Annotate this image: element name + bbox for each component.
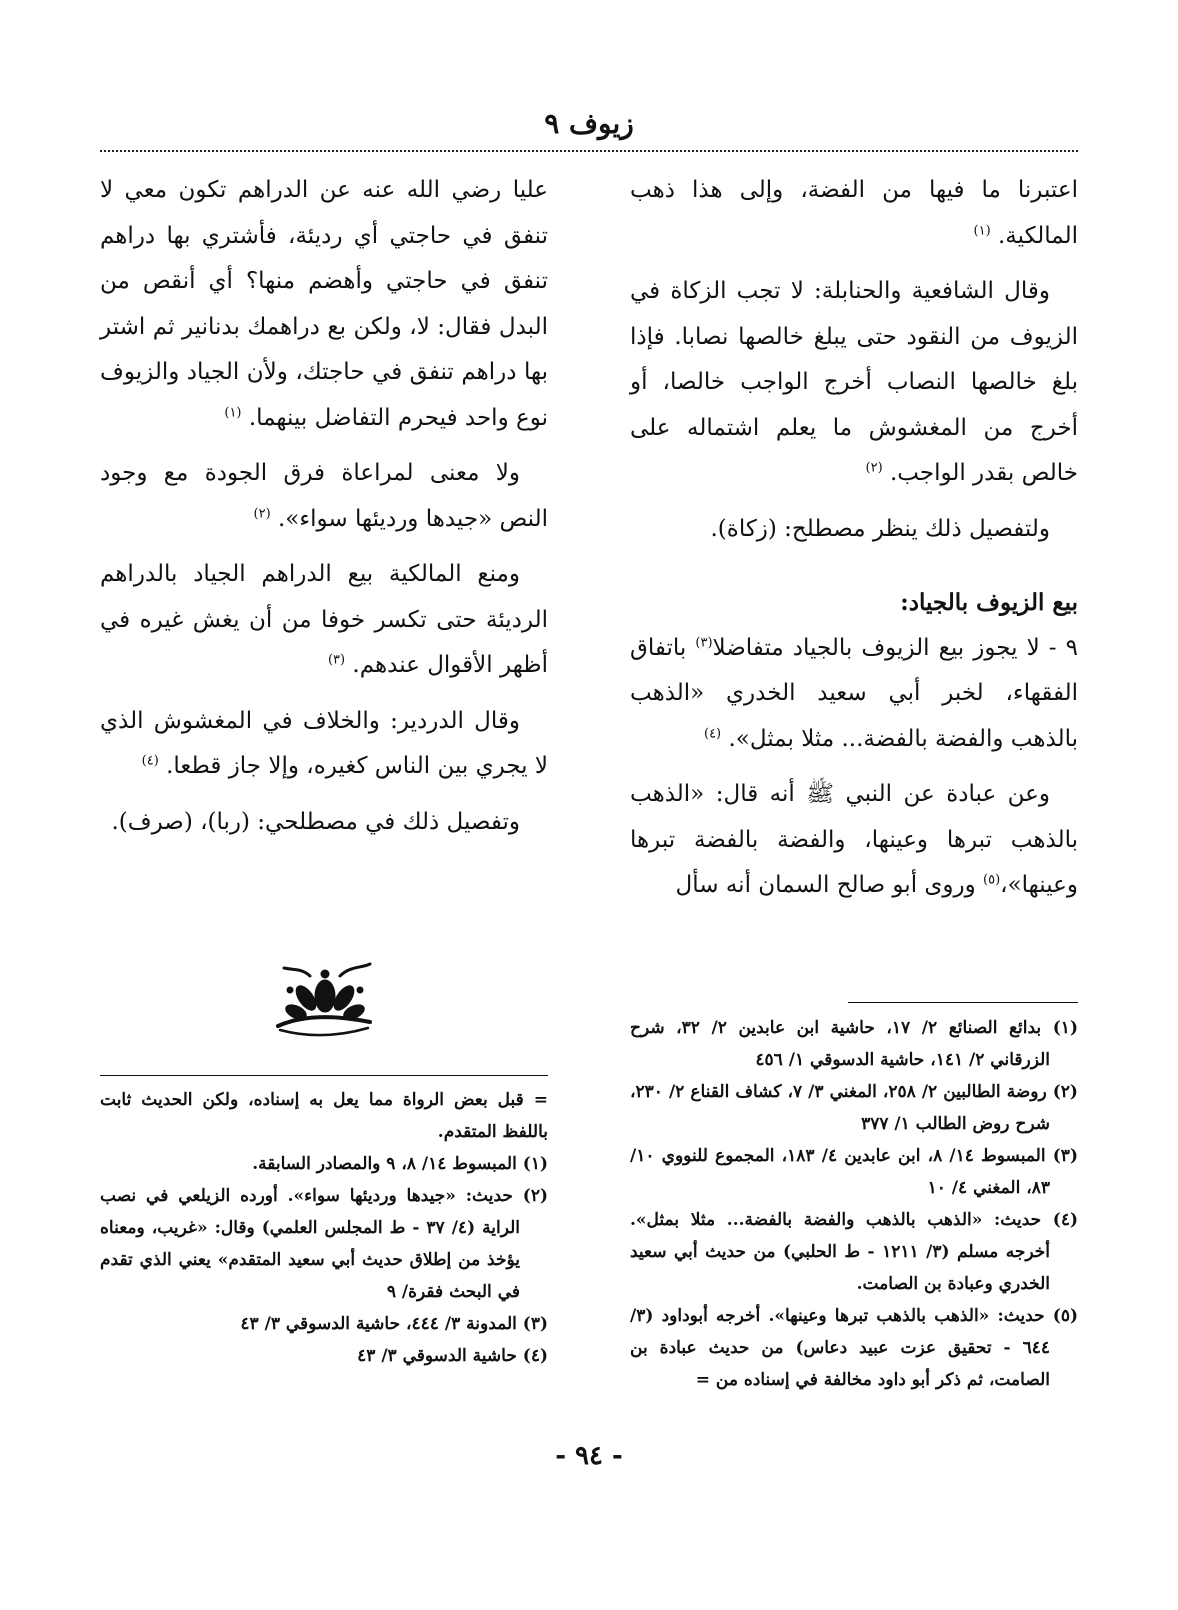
footnote-ref: (٣) — [327, 652, 346, 668]
footnote-separator — [100, 1075, 548, 1076]
footnote: (١) المبسوط ١٤/ ٨، ٩ والمصادر السابقة. — [252, 1154, 548, 1174]
paragraph: ومنع المالكية بيع الدراهم الجياد بالدراهم الرديئة حتى تكسر خوفا من أن يغش غيره في أظهر الأقوال عندهم. $^{(٣)}$ — [100, 561, 548, 678]
paragraph: وعن عبادة عن النبي ﷺ أنه قال: «الذهب بالذهب تبرها وعينها، والفضة بالفضة تبرها وعينها»،$^{(٥)}$ وروى أبو صالح السمان أنه سأل — [630, 781, 1078, 898]
footnote: (٣) المبسوط ١٤/ ٨، ابن عابدين ٤/ ١٨٣، المجموع للنووي ١٠/ ٨٣، المغني ٤/ ١٠ — [630, 1146, 1078, 1198]
footnote-ref: (٤) — [141, 753, 159, 769]
footnote-separator — [848, 1002, 1078, 1003]
paragraph: ولتفصيل ذلك ينظر مصطلح: (زكاة). — [710, 515, 1050, 542]
paragraph: ٩ - لا يجوز بيع الزيوف بالجياد متفاضلا$^{(٣)}$ باتفاق الفقهاء، لخبر أبي سعيد الخدري «الذهب بالذهب والفضة بالفضة... مثلا بمثل». $^{(٤)}$ — [630, 634, 1079, 752]
footnotes-right — [630, 1012, 1078, 1396]
running-title: زيوف ٩ — [544, 107, 634, 140]
footnote: (١) بدائع الصنائع ٢/ ١٧، حاشية ابن عابدين ٢/ ٣٢، شرح الزرقاني ٢/ ١٤١، حاشية الدسوقي ١/ ٤٥٦ — [630, 1018, 1078, 1070]
footnote: (٥) حديث: «الذهب بالذهب تبرها وعينها». أخرجه أبوداود (٣/ ٦٤٤ - تحقيق عزت عبيد دعاس) من حديث عبادة بن الصامت، ثم ذكر أبو داود مخالفة في إسناده من = — [630, 1306, 1078, 1390]
footnote: (٢) حديث: «جيدها ورديئها سواء». أورده الزيلعي في نصب الراية (٤/ ٣٧ - ط المجلس العلمي) وقال: «غريب، ومعناه يؤخذ من إطلاق حديث أبي سعيد المتقدم» يعني الذي تقدم في البحث فقرة/ ٩ — [100, 1186, 548, 1302]
paragraph: وقال الشافعية والحنابلة: لا تجب الزكاة في الزيوف من النقود حتى يبلغ خالصها نصابا. فإذا بلغ خالصها النصاب أخرج الواجب خالصا، أو أخرج من المغشوش ما يعلم اشتماله على خالص بقدر الواجب. $^{(٢)}$ — [630, 278, 1078, 486]
left-column — [100, 168, 548, 855]
section-heading: بيع الزيوف بالجياد: — [900, 589, 1078, 616]
paragraph: ولا معنى لمراعاة فرق الجودة مع وجود النص «جيدها ورديئها سواء». $^{(٢)}$ — [100, 460, 548, 532]
footnote-ref: (٣) — [695, 634, 713, 650]
page-number: - ٩٤ - — [555, 1441, 623, 1471]
footnote-continuation: = قبل بعض الرواة مما يعل به إسناده، ولكن الحديث ثابت باللفظ المتقدم. — [100, 1090, 548, 1142]
footnote-ref: (٥) — [983, 872, 1001, 888]
paragraph: اعتبرنا ما فيها من الفضة، وإلى هذا ذهب المالكية. $^{(١)}$ — [630, 177, 1078, 249]
page-header — [100, 104, 1078, 144]
footnote-ref: (١) — [973, 222, 991, 238]
footnotes-left — [100, 1084, 548, 1372]
header-dotted-rule — [100, 150, 1078, 152]
paragraph: وقال الدردير: والخلاف في المغشوش الذي لا يجري بين الناس كغيره، وإلا جاز قطعا. $^{(٤)}$ — [100, 707, 548, 779]
paragraph: وتفصيل ذلك في مصطلحي: (ربا)، (صرف). — [111, 808, 520, 835]
footnote: (٣) المدونة ٣/ ٤٤٤، حاشية الدسوقي ٣/ ٤٣ — [240, 1314, 548, 1334]
footnote-ref: (٢) — [253, 505, 271, 521]
footnote-ref: (١) — [224, 404, 242, 420]
footnote-ref: (٢) — [865, 460, 883, 476]
right-column — [630, 168, 1078, 919]
floral-ornament-icon — [270, 960, 380, 1042]
paragraph: عليا رضي الله عنه عن الدراهم تكون معي لا تنفق في حاجتي أي رديئة، فأشتري بها دراهم تنفق في حاجتي وأهضم منها؟ أي أنقص من البدل فقال: لا، ولكن بع دراهمك بدنانير ثم اشتر بها دراهم تنفق في حاجتك، ولأن الجياد والزيوف نوع واحد فيحرم التفاضل بينهما. $^{(١)}$ — [100, 177, 548, 431]
footnote: (٢) روضة الطالبين ٢/ ٢٥٨، المغني ٣/ ٧، كشاف القناع ٢/ ٢٣٠، شرح روض الطالب ١/ ٣٧٧ — [630, 1082, 1078, 1134]
footnote-ref: (٤) — [703, 725, 722, 741]
footnote: (٤) حاشية الدسوقي ٣/ ٤٣ — [357, 1346, 548, 1366]
footnote: (٤) حديث: «الذهب بالذهب والفضة بالفضة... مثلا بمثل». أخرجه مسلم (٣/ ١٢١١ - ط الحلبي) من حديث أبي سعيد الخدري وعبادة بن الصامت. — [630, 1210, 1078, 1294]
